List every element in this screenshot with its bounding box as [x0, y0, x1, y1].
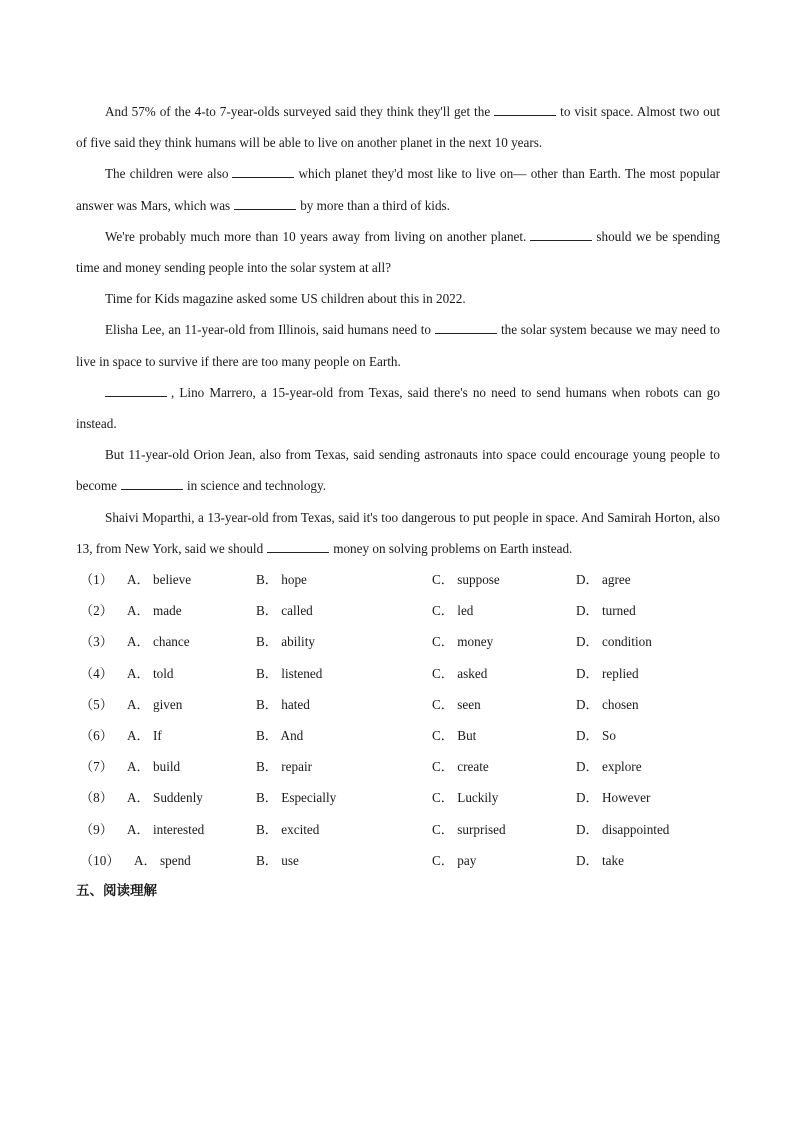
document-page [76, 96, 720, 907]
text: which planet they'd most like to live on— other than Earth. The most popular answer was Mars, which was [76, 166, 721, 213]
option-c[interactable]: C． Luckily [432, 790, 499, 806]
text: the solar system because we may need to live in space to survive if there are too many people on Earth. [76, 322, 720, 369]
blank-6[interactable] [530, 228, 592, 241]
option-row-9 [76, 814, 720, 845]
text: The children were also [105, 166, 229, 182]
option-a[interactable]: A． Suddenly [127, 790, 203, 806]
option-b[interactable]: B． Especially [256, 790, 337, 806]
option-d[interactable]: D． agree [576, 572, 631, 588]
paragraph-5 [76, 314, 720, 376]
question-number: （1） [80, 572, 113, 588]
option-a[interactable]: A． chance [127, 634, 190, 650]
option-a[interactable]: A． If [127, 727, 162, 743]
option-row-4 [76, 658, 720, 689]
option-a[interactable]: A． believe [127, 572, 192, 588]
option-a[interactable]: A． spend [134, 852, 191, 868]
option-b[interactable]: B． ability [256, 634, 315, 650]
option-a[interactable]: A． told [127, 665, 174, 681]
paragraph-3 [76, 221, 720, 283]
option-a[interactable]: A． build [127, 759, 181, 775]
question-number: （8） [80, 790, 113, 806]
text: , Lino Marrero, a 15-year-old from Texas, said there's no need to send humans when robots can go instead. [76, 384, 720, 432]
option-row-1 [76, 564, 720, 595]
paragraph-6 [76, 377, 720, 439]
text: in science and technology. [187, 478, 327, 494]
option-c[interactable]: C． led [432, 603, 474, 619]
option-a[interactable]: A． interested [127, 821, 205, 837]
option-b[interactable]: B． excited [256, 821, 320, 837]
option-c[interactable]: C． seen [432, 696, 481, 712]
option-row-2 [76, 595, 720, 626]
text: by more than a third of kids. [300, 197, 450, 213]
option-c[interactable]: C． pay [432, 852, 477, 868]
option-b[interactable]: B． called [256, 603, 313, 619]
paragraph-4: Time for Kids magazine asked some US children about this in 2022. [105, 291, 466, 307]
option-row-3 [76, 626, 720, 657]
option-d[interactable]: D． replied [576, 665, 639, 681]
blank-8[interactable] [105, 384, 167, 397]
blank-5[interactable] [234, 197, 296, 210]
option-c[interactable]: C． asked [432, 665, 488, 681]
option-d[interactable]: D． explore [576, 759, 642, 775]
text: And 57% of the 4-to 7-year-olds surveyed said they think they'll get the [105, 104, 491, 119]
text: But 11-year-old Orion Jean, also from Texas, said sending astronauts into space could encourage young people to become [76, 447, 720, 494]
question-number: （5） [80, 696, 113, 712]
option-d[interactable]: D． condition [576, 634, 652, 650]
section-heading: 五、阅读理解 [76, 882, 157, 899]
options-list [76, 564, 720, 876]
option-row-6 [76, 720, 720, 751]
question-number: （3） [80, 634, 113, 650]
blank-7[interactable] [435, 321, 497, 334]
text: Shaivi Moparthi, a 13-year-old from Texas, said it's too dangerous to put people in space. And Samirah Horton, also 13, from New York, said we should [76, 509, 720, 556]
text: should we be spending time and money sending people into the solar system at all? [76, 228, 720, 276]
option-d[interactable]: D． turned [576, 603, 636, 619]
option-c[interactable]: C． money [432, 634, 494, 650]
option-c[interactable]: C． surprised [432, 821, 506, 837]
option-b[interactable]: B． hated [256, 696, 310, 712]
question-number: （4） [80, 665, 113, 681]
option-a[interactable]: A． made [127, 603, 182, 619]
option-d[interactable]: D． chosen [576, 696, 639, 712]
question-number: （7） [80, 759, 113, 775]
paragraph-7 [76, 439, 720, 501]
option-row-7 [76, 751, 720, 782]
option-d[interactable]: D． However [576, 790, 651, 806]
blank-10[interactable] [267, 540, 329, 553]
option-b[interactable]: B． hope [256, 572, 307, 588]
text: Elisha Lee, an 11-year-old from Illinois, said humans need to [105, 322, 431, 338]
question-number: （6） [80, 727, 113, 743]
blank-9[interactable] [121, 477, 183, 490]
option-d[interactable]: D． take [576, 852, 624, 868]
option-b[interactable]: B． listened [256, 665, 323, 681]
option-a[interactable]: A． given [127, 696, 183, 712]
option-c[interactable]: C． create [432, 759, 489, 775]
blank-1[interactable] [494, 103, 556, 116]
question-number: （10） [80, 852, 120, 868]
option-c[interactable]: C． suppose [432, 572, 500, 588]
option-row-5 [76, 689, 720, 720]
option-d[interactable]: D． disappointed [576, 821, 670, 837]
paragraph-8 [76, 502, 720, 564]
option-b[interactable]: B． use [256, 852, 299, 868]
option-c[interactable]: C． But [432, 727, 477, 743]
question-number: （2） [80, 603, 113, 619]
option-b[interactable]: B． repair [256, 759, 313, 775]
text: We're probably much more than 10 years away from living on another planet. [105, 228, 527, 244]
text: to visit space. Almost two out of five said they think humans will be able to live on another planet in the next 10 years. [76, 104, 720, 151]
blank-4[interactable] [232, 165, 294, 178]
text: money on solving problems on Earth instead. [333, 540, 573, 556]
option-b[interactable]: B． And [256, 727, 304, 743]
option-d[interactable]: D． So [576, 727, 616, 743]
question-number: （9） [80, 821, 113, 837]
option-row-10 [76, 845, 720, 876]
option-row-8 [76, 782, 720, 813]
paragraph-2 [76, 158, 720, 220]
paragraph-1 [76, 96, 720, 158]
